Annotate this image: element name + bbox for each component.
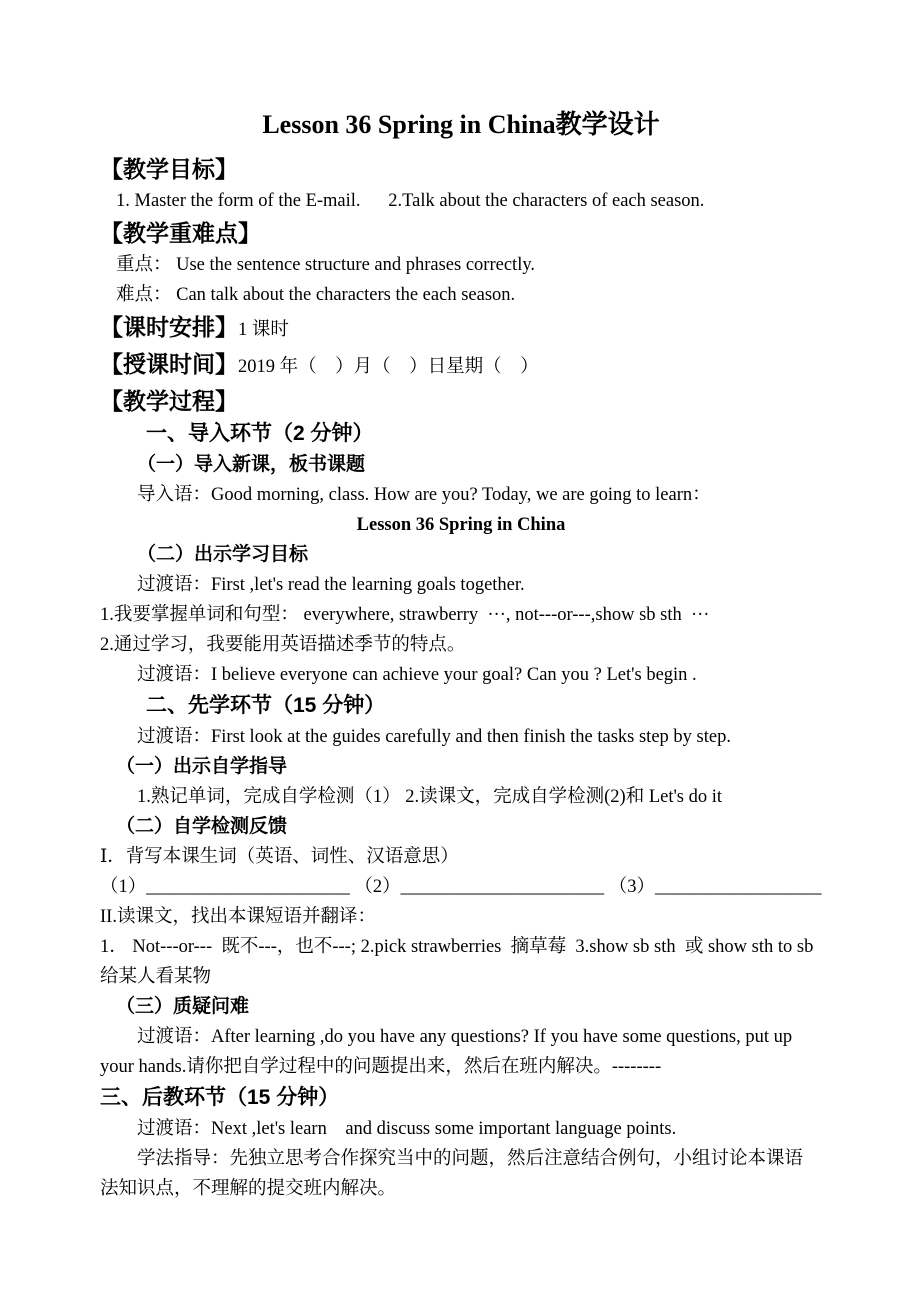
heading-class-time: 【授课时间】 — [100, 351, 238, 377]
part2-step1-title: （一）出示自学指导 — [116, 756, 288, 777]
part1-title: 一、导入环节（2 分钟） — [146, 422, 374, 445]
part1-goal2-text: 2.通过学习，我要能用英语描述季节的特点。 — [100, 635, 466, 655]
part2-task1-text: Ⅰ．背写本课生词（英语、词性、汉语意思） — [100, 847, 459, 867]
part3-transition1-text: 过渡语：Next ,let's learn and discuss some important language points. — [137, 1119, 677, 1139]
part2-blanks-line: （1）______________________ （2）______________________ （3）__________________ — [100, 877, 822, 897]
part1-transition2-text: 过渡语：I believe everyone can achieve your goal? Can you ? Let's begin . — [137, 665, 697, 685]
class-time-line — [100, 347, 822, 384]
difficult-point-text: 难点： Can talk about the characters the each season. — [116, 285, 516, 305]
key-point-text: 重点： Use the sentence structure and phrases correctly. — [116, 255, 536, 275]
part2-guide-text: 1.熟记单词，完成自学检测（1） 2.读课文，完成自学检测(2)和 Let's do it — [137, 787, 723, 807]
part3-title: 三、后教环节（15 分钟） — [100, 1086, 340, 1109]
part3-guidance-line1: 学法指导：先独立思考合作探究当中的问题，然后注意结合例句，小组讨论本课语 — [137, 1149, 804, 1169]
part2-transition1-text: 过渡语：First look at the guides carefully and then finish the tasks step by step. — [137, 727, 731, 747]
heading-key-points: 【教学重难点】 — [100, 220, 261, 246]
document-title: Lesson 36 Spring in China教学设计 — [262, 110, 660, 139]
part1-lead-in-text: 导入语：Good morning, class. How are you? Today, we are going to learn： — [137, 485, 711, 505]
part2-step2-title: （二）自学检测反馈 — [116, 816, 288, 837]
part2-task2-text: II.读课文，找出本课短语并翻译： — [100, 907, 376, 927]
heading-teaching-process: 【教学过程】 — [100, 388, 238, 414]
teaching-goals-text: 1. Master the form of the E-mail. 2.Talk about the characters of each season. — [116, 191, 705, 211]
part2-transition2-line1: 过渡语：After learning ,do you have any questions? If you have some questions, put up — [137, 1027, 793, 1047]
schedule-value: 1 课时 — [238, 320, 289, 340]
part2-phrases-line1: 1． Not---or--- 既不---，也不---; 2.pick strawberries 摘草莓 3.show sb sth 或 show sth to sb — [100, 937, 814, 957]
part1-step1-title: （一）导入新课，板书课题 — [137, 454, 366, 475]
heading-schedule: 【课时安排】 — [100, 314, 238, 340]
class-time-value: 2019 年（ ）月（ ）日星期（ ） — [238, 357, 539, 377]
schedule-line — [100, 310, 822, 347]
part2-phrases-line2: 给某人看某物 — [100, 967, 212, 987]
part2-title: 二、先学环节（15 分钟） — [146, 694, 386, 717]
part3-guidance-line2: 法知识点，不理解的提交班内解决。 — [100, 1179, 397, 1199]
part1-transition1-text: 过渡语：First ,let's read the learning goals together. — [137, 575, 525, 595]
part2-step3-title: （三）质疑问难 — [116, 996, 250, 1017]
heading-teaching-goals: 【教学目标】 — [100, 156, 238, 182]
lesson-name-centered: Lesson 36 Spring in China — [356, 515, 566, 535]
part1-goal1-text: 1.我要掌握单词和句型： everywhere, strawberry ···, not---or---,show sb sth ··· — [100, 605, 710, 625]
part1-step2-title: （二）出示学习目标 — [137, 544, 309, 565]
part2-transition2-line2: your hands.请你把自学过程中的问题提出来，然后在班内解决。-------- — [100, 1057, 662, 1077]
